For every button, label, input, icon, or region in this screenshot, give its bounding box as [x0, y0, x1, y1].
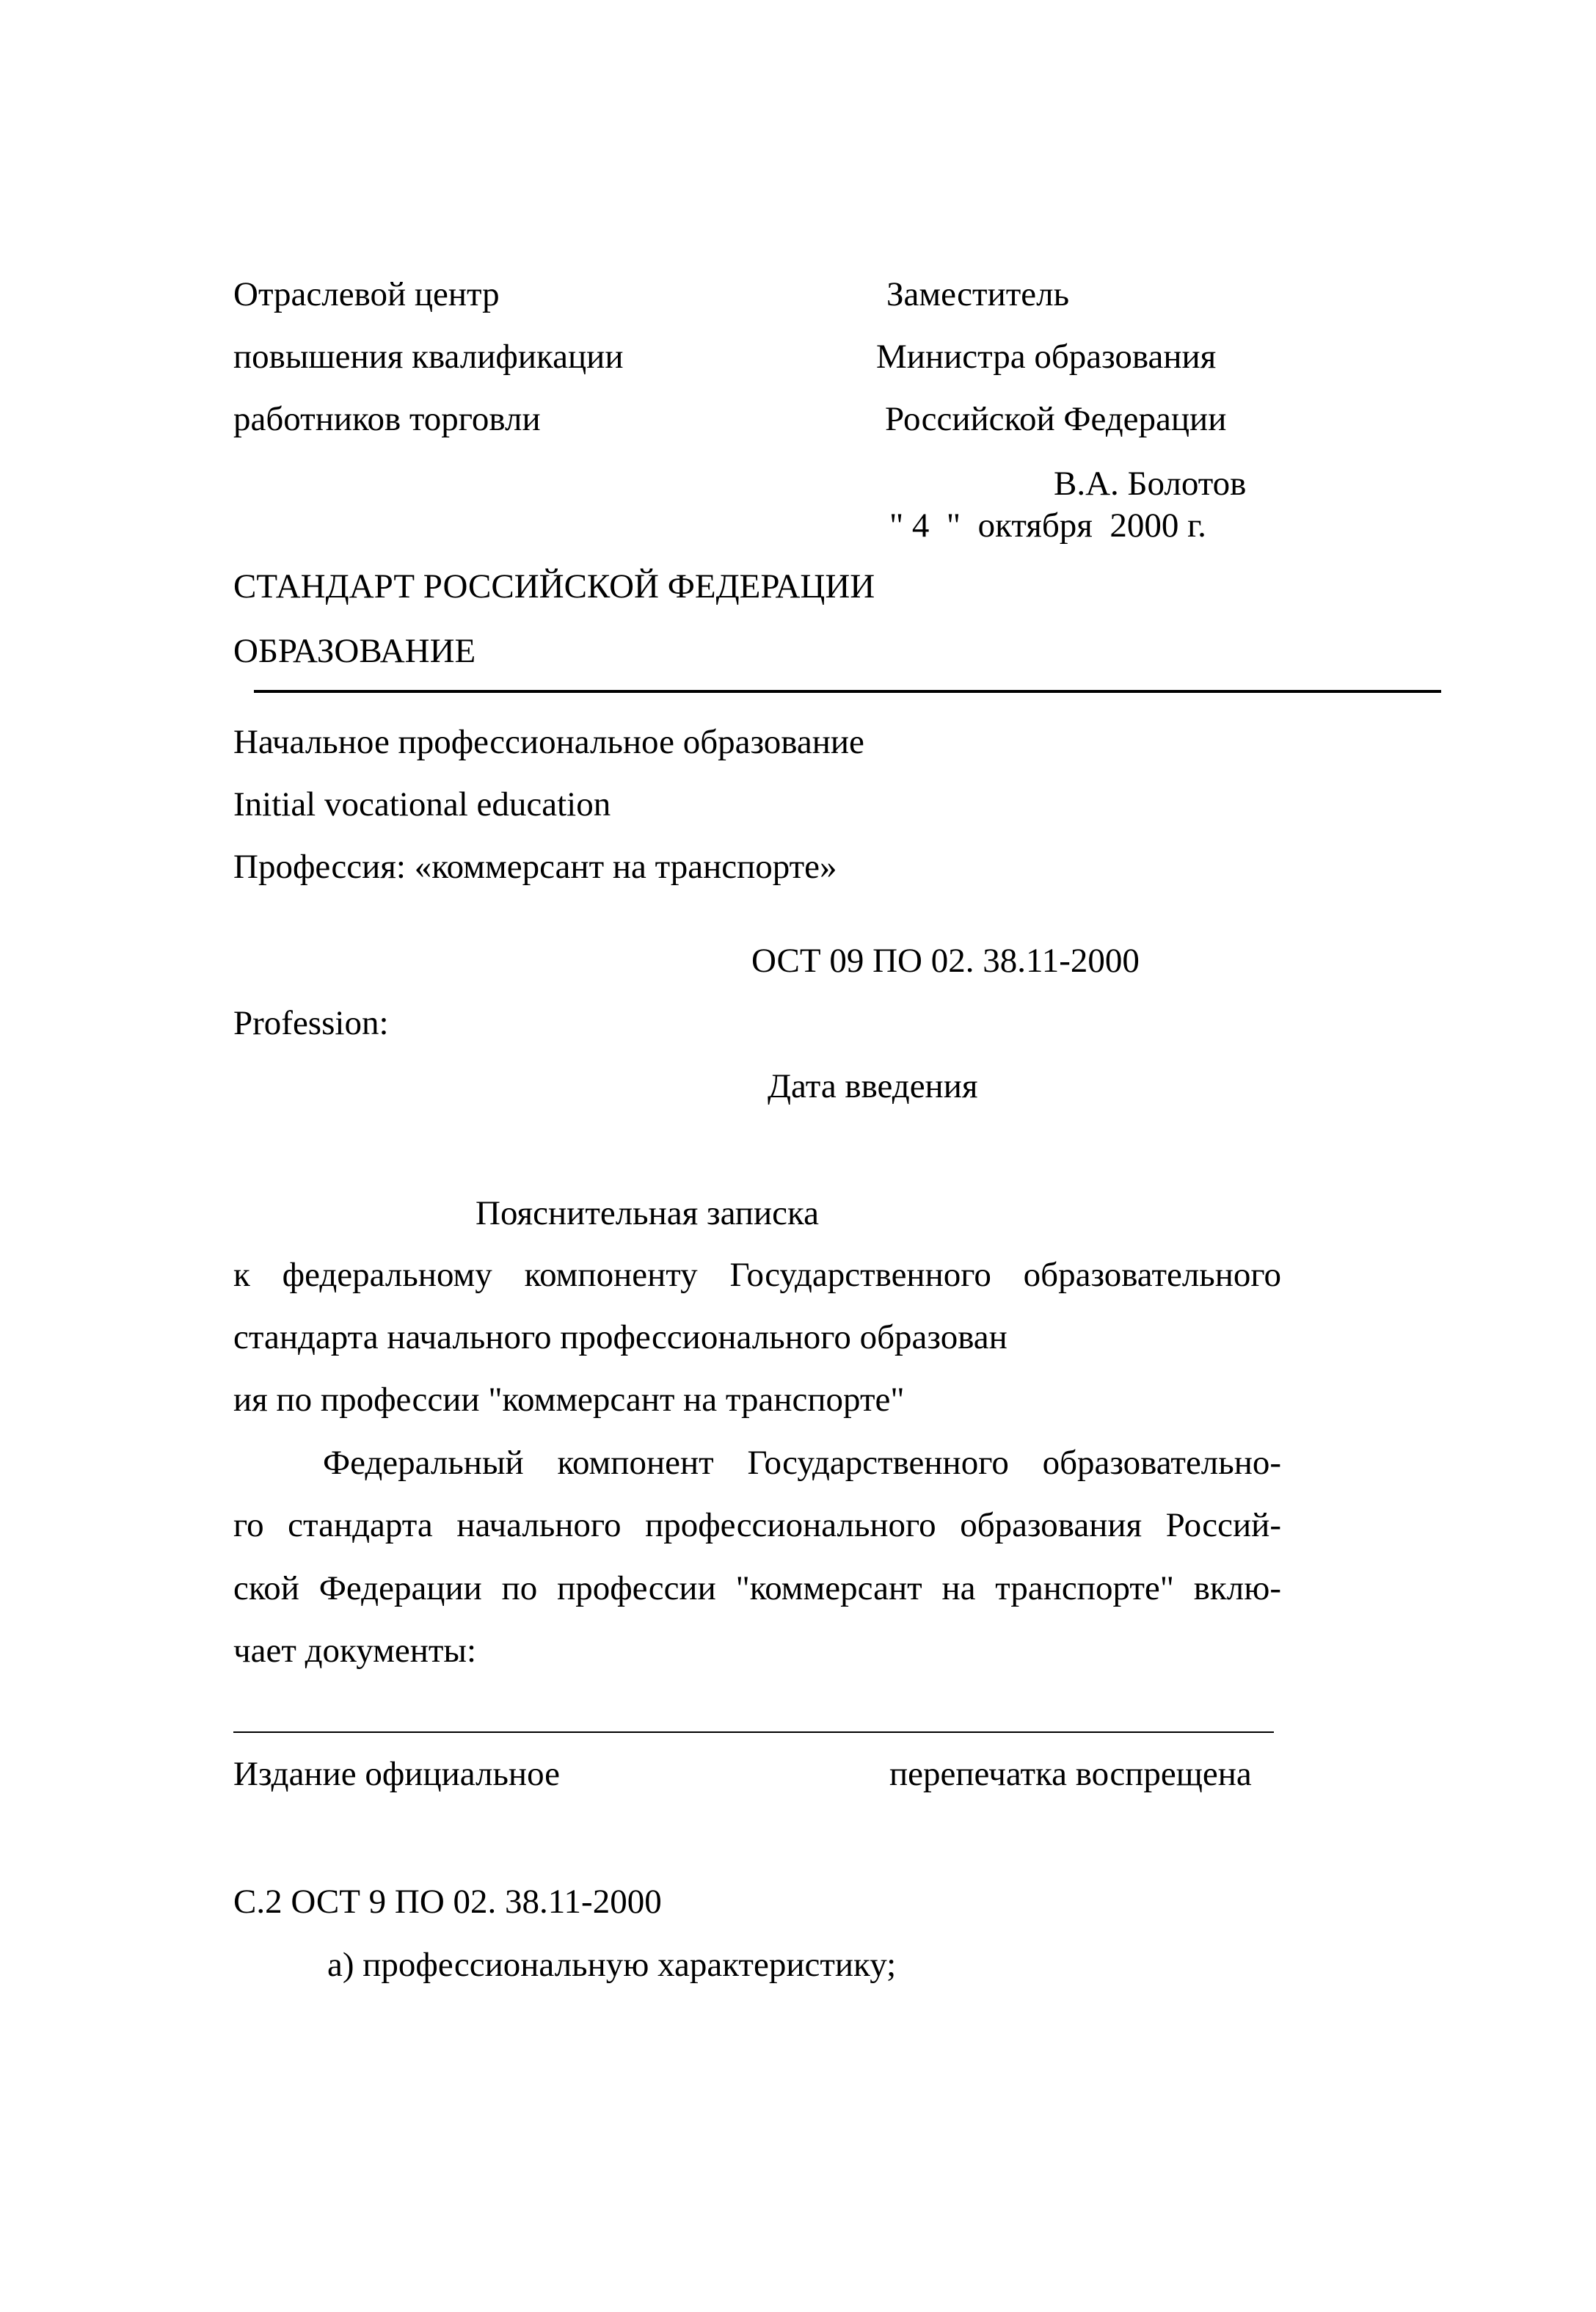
footer-reprint-notice: перепечатка воспрещена [889, 1755, 1252, 1793]
note-paragraph-line-3: ской Федерации по профессии "коммерсант на транспорте" вклю- [233, 1569, 1281, 1607]
note-subtitle-line-3: ия по профессии "коммерсант на транспорте" [233, 1381, 905, 1419]
standard-line-en: Initial vocational education [233, 785, 611, 824]
org-line-3: работников торговли [233, 400, 541, 438]
org-line-2: повышения квалификации [233, 338, 624, 376]
approver-line-1: Заместитель [886, 275, 1070, 313]
note-title: Пояснительная записка [475, 1194, 819, 1232]
standard-profession: Профессия: «коммерсант на транспорте» [233, 848, 837, 886]
standard-title: СТАНДАРТ РОССИЙСКОЙ ФЕДЕРАЦИИ [233, 567, 875, 606]
approver-line-3: Российской Федерации [885, 400, 1227, 438]
note-subtitle-line-1: к федеральному компоненту Государственного образовательного [233, 1256, 1281, 1294]
footer-edition: Издание официальное [233, 1755, 561, 1793]
note-paragraph-line-1: Федеральный компонент Государственного образовательно- [323, 1444, 1281, 1482]
org-line-1: Отраслевой центр [233, 275, 500, 313]
approver-line-2: Министра образования [876, 338, 1217, 376]
approver-signatory: В.А. Болотов [1054, 465, 1247, 503]
page2-header: С.2 ОСТ 9 ПО 02. 38.11-2000 [233, 1883, 662, 1921]
standard-code: ОСТ 09 ПО 02. 38.11-2000 [751, 942, 1140, 980]
note-paragraph-line-2: го стандарта начального профессионального образования Россий- [233, 1506, 1281, 1544]
profession-en: Profession: [233, 1004, 389, 1042]
standard-subtitle: ОБРАЗОВАНИЕ [233, 632, 476, 670]
standard-line-ru: Начальное профессиональное образование [233, 723, 864, 761]
title-divider [254, 690, 1441, 693]
approval-date: " 4 " октября 2000 г. [889, 506, 1206, 545]
intro-date-label: Дата введения [768, 1067, 978, 1105]
footer-divider [233, 1731, 1274, 1733]
note-subtitle-line-2: стандарта начального профессионального образован [233, 1318, 1007, 1356]
note-paragraph-line-4: чает документы: [233, 1632, 477, 1670]
page2-item-a: а) профессиональную характеристику; [327, 1946, 897, 1984]
